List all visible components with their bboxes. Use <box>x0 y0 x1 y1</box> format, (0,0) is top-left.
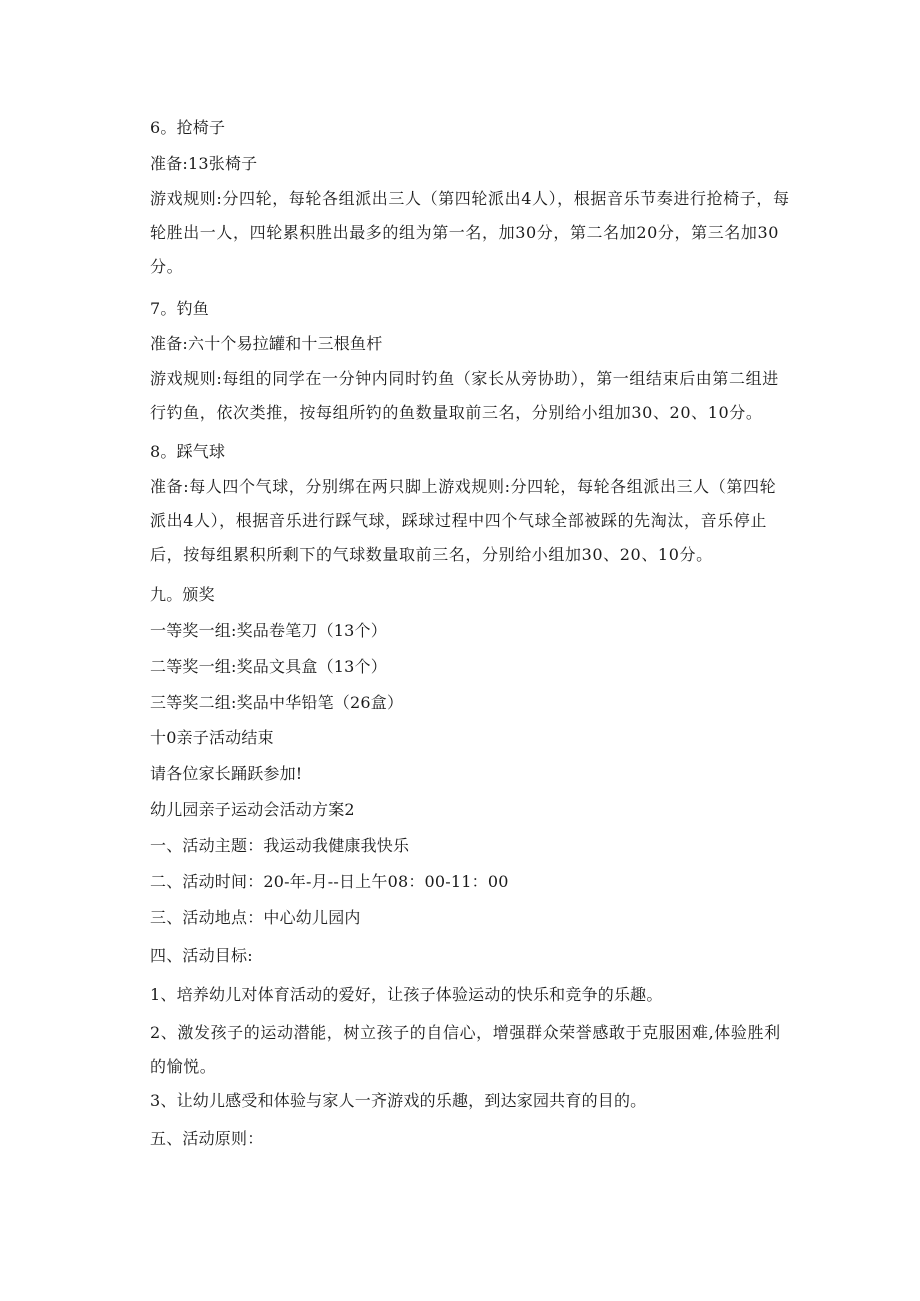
award-first: 一等奖一组:奖品卷笔刀（13个） <box>150 621 387 640</box>
section-6-rules: 游戏规则:分四轮，每轮各组派出三人（第四轮派出4人），根据音乐节奏进行抢椅子，每轮胜出一人，四轮累积胜出最多的组为第一名，加30分，第二名加20分，第三名加30分。 <box>150 189 790 276</box>
section-9-title: 九。颁奖 <box>150 585 215 604</box>
invitation: 请各位家长踊跃参加! <box>150 764 303 783</box>
plan-2-time: 二、活动时间：20-年-月--日上午08：00-11：00 <box>150 872 509 891</box>
award-third: 三等奖二组:奖品中华铅笔（26盒） <box>150 693 404 712</box>
plan-2-location: 三、活动地点：中心幼儿园内 <box>150 908 361 927</box>
plan-2-goals-heading: 四、活动目标: <box>150 946 253 965</box>
goal-3: 3、让幼儿感受和体验与家人一齐游戏的乐趣，到达家园共育的目的。 <box>150 1091 647 1110</box>
plan-2-title: 幼儿园亲子运动会活动方案2 <box>150 800 355 819</box>
section-10-end: 十0亲子活动结束 <box>150 728 274 747</box>
section-6-prep: 准备:13张椅子 <box>150 154 258 173</box>
section-8-prep: 准备:每人四个气球，分别绑在两只脚上游戏规则:分四轮，每轮各组派出三人（第四轮派出4人），根据音乐进行踩气球，踩球过程中四个气球全部被踩的先淘汰，音乐停止后，按每组累积所剩下的气球数量取前三名，分别给小组加30、20、10分。 <box>150 477 777 564</box>
award-second: 二等奖一组:奖品文具盒（13个） <box>150 657 387 676</box>
plan-2-theme: 一、活动主题：我运动我健康我快乐 <box>150 836 410 855</box>
goal-1: 1、培养幼儿对体育活动的爱好，让孩子体验运动的快乐和竞争的乐趣。 <box>150 985 663 1004</box>
plan-2-principles-heading: 五、活动原则： <box>150 1129 264 1148</box>
goal-2: 2、激发孩子的运动潜能，树立孩子的自信心，增强群众荣誉感敢于克服困难,体验胜利的愉悦。 <box>150 1023 781 1076</box>
section-7-rules: 游戏规则:每组的同学在一分钟内同时钓鱼（家长从旁协助），第一组结束后由第二组进行钓鱼，依次类推，按每组所钓的鱼数量取前三名，分别给小组加30、20、10分。 <box>150 369 779 422</box>
section-6-title: 6。抢椅子 <box>150 118 226 137</box>
section-8-title: 8。踩气球 <box>150 442 226 461</box>
section-7-prep: 准备:六十个易拉罐和十三根鱼杆 <box>150 334 383 353</box>
section-7-title: 7。钓鱼 <box>150 299 209 318</box>
